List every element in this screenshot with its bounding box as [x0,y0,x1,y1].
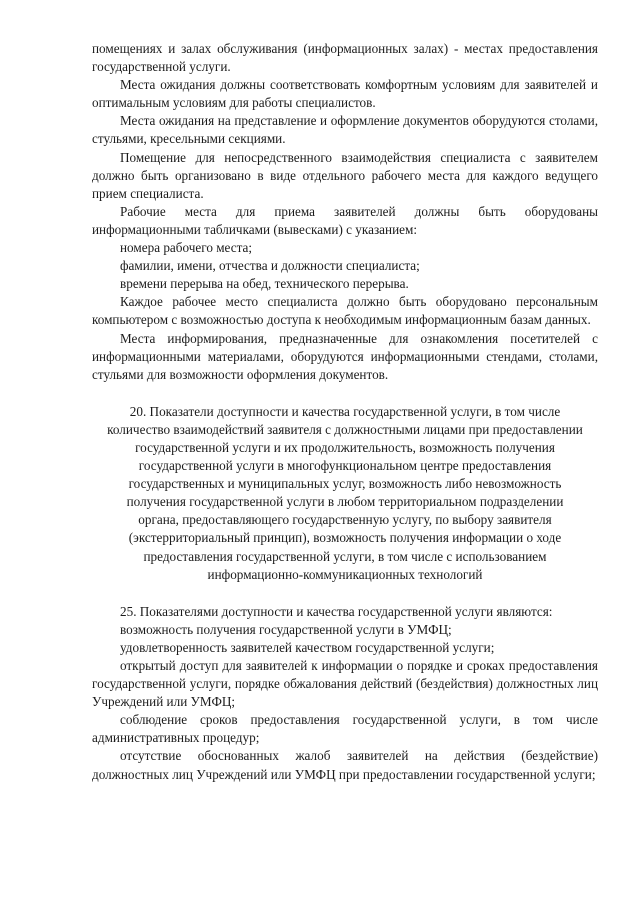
document-page [92,40,598,784]
list-item: открытый доступ для заявителей к информации о порядке и сроках предоставления государственной услуги, порядке обжалования действий (бездействия) должностных лиц Учреждений или УМФЦ; [92,658,598,710]
list-item: времени перерыва на обед, технического перерыва. [120,276,409,292]
paragraph: Каждое рабочее место специалиста должно быть оборудовано персональным компьютером с возможностью доступа к необходимым информационным базам данных. [92,294,598,328]
list-item: возможность получения государственной услуги в УМФЦ; [120,621,452,637]
section-heading: 20. Показатели доступности и качества государственной услуги, в том числе количество взаимодействий заявителя с должностными лицами при предоставлении государственной услуги и их продолжительность, возможность получения государственной услуги в многофункциональном центре предоставления государственных и муниципальных услуг, возможность либо невозможность получения государственной услуги в любом территориальном подразделении органа, предоставляющего государственную услугу, по выбору заявителя (экстерриториальный принцип), возможность получения информации о ходе предоставления государственной услуги, в том числе с использованием информационно-коммуникационных технологий [107,403,583,582]
paragraph: Места информирования, предназначенные для ознакомления посетителей с информационными материалами, оборудуются информационными стендами, столами, стульями для возможности оформления документов. [92,330,598,382]
paragraph: Места ожидания на представление и оформление документов оборудуются столами, стульями, кресельными секциями. [92,113,598,147]
paragraph: Места ожидания должны соответствовать комфортным условиям для заявителей и оптимальным условиям для работы специалистов. [92,77,598,111]
paragraph: помещениях и залах обслуживания (информационных залах) - местах предоставления государственной услуги. [92,41,598,75]
list-item: номера рабочего места; [120,240,253,256]
paragraph: Помещение для непосредственного взаимодействия специалиста с заявителем должно быть организовано в виде отдельного рабочего места для каждого ведущего прием специалиста. [92,149,598,201]
list-item: фамилии, имени, отчества и должности специалиста; [120,258,420,274]
paragraph: 25. Показателями доступности и качества государственной услуги являются: [120,603,553,619]
list-item: удовлетворенность заявителей качеством государственной услуги; [120,639,495,655]
list-item: отсутствие обоснованных жалоб заявителей на действия (бездействие) должностных лиц Учреждений или УМФЦ при предоставлении государственной услуги; [92,748,598,782]
list-item: соблюдение сроков предоставления государственной услуги, в том числе административных процедур; [92,712,598,746]
paragraph: Рабочие места для приема заявителей должны быть оборудованы информационными табличками (вывесками) с указанием: [92,203,598,237]
